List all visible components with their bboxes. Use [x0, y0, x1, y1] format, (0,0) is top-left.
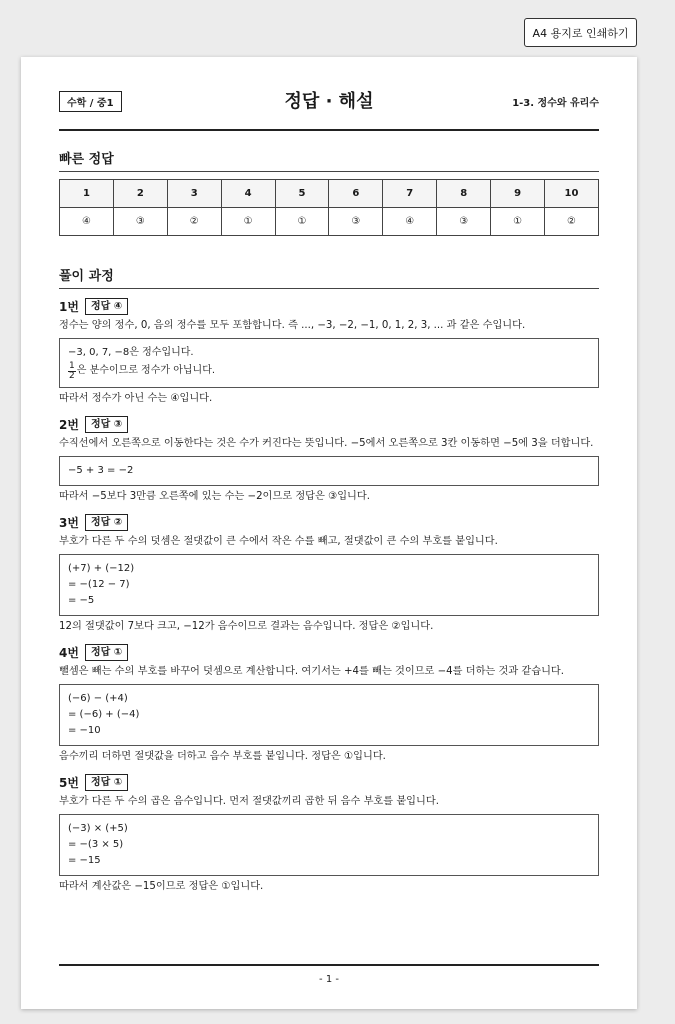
- problem-explanation: 부호가 다른 두 수의 덧셈은 절댓값이 큰 수에서 작은 수를 빼고, 절댓값이 큰 수의 부호를 붙입니다.: [59, 536, 498, 547]
- work-box: [59, 814, 599, 876]
- question-number: 4: [221, 180, 275, 208]
- problem-header: [59, 513, 599, 531]
- question-number: 8: [437, 180, 491, 208]
- answer-tag: 정답 ④: [85, 298, 128, 315]
- answer-cell: ②: [167, 208, 221, 236]
- work-line: = (−6) + (−4): [68, 709, 140, 720]
- answer-cell: ①: [491, 208, 545, 236]
- problem-5: [59, 773, 599, 895]
- print-a4-button[interactable]: A4 용지로 인쇄하기: [524, 18, 637, 47]
- problem-conclusion: 음수끼리 더하면 절댓값을 더하고 음수 부호를 붙입니다. 정답은 ①입니다.: [59, 751, 386, 762]
- answer-row: [60, 208, 599, 236]
- problem-header: [59, 773, 599, 791]
- problem-number: 2번: [59, 417, 79, 432]
- page-title: 정답 · 해설: [284, 91, 374, 112]
- answer-tag: 정답 ②: [85, 514, 128, 531]
- work-line: (+7) + (−12): [68, 563, 135, 574]
- problem-explanation: 뺄셈은 빼는 수의 부호를 바꾸어 덧셈으로 계산합니다. 여기서는 +4를 빼는 것이므로 −4를 더하는 것과 같습니다.: [59, 666, 565, 677]
- question-number: 6: [329, 180, 383, 208]
- problem-conclusion: 따라서 계산값은 −15이므로 정답은 ①입니다.: [59, 881, 264, 892]
- problem-explanation: 수직선에서 오른쪽으로 이동한다는 것은 수가 커진다는 뜻입니다. −5에서 오른쪽으로 3칸 이동하면 −5에 3을 더합니다.: [59, 438, 594, 449]
- problem-explanation: 정수는 양의 정수, 0, 음의 정수를 모두 포함합니다. 즉 ..., −3, −2, −1, 0, 1, 2, 3, ... 과 같은 수입니다.: [59, 320, 526, 331]
- work-line: −5 + 3 = −2: [68, 465, 134, 476]
- question-number: 9: [491, 180, 545, 208]
- work-text: 은 분수이므로 정수가 아닙니다.: [76, 365, 216, 376]
- answer-tag: 정답 ①: [85, 644, 128, 661]
- problem-3: [59, 513, 599, 635]
- problem-header: [59, 415, 599, 433]
- problem-header: [59, 297, 599, 315]
- question-number: 2: [113, 180, 167, 208]
- question-number-row: [60, 180, 599, 208]
- page-footer: [59, 964, 599, 985]
- answer-cell: ③: [329, 208, 383, 236]
- work-line: = −15: [68, 855, 101, 866]
- answer-tag: 정답 ③: [85, 416, 128, 433]
- work-box: [59, 338, 599, 388]
- problem-number: 5번: [59, 775, 79, 790]
- problem-header: [59, 643, 599, 661]
- answer-tag: 정답 ①: [85, 774, 128, 791]
- quick-answers-table: [59, 179, 599, 236]
- problem-number: 3번: [59, 515, 79, 530]
- question-number: 5: [275, 180, 329, 208]
- answer-cell: ④: [383, 208, 437, 236]
- problem-conclusion: 따라서 −5보다 3만큼 오른쪽에 있는 수는 −2이므로 정답은 ③입니다.: [59, 491, 370, 502]
- problem-conclusion: 12의 절댓값이 7보다 크고, −12가 음수이므로 결과는 음수입니다. 정답은 ②입니다.: [59, 621, 434, 632]
- problem-number: 4번: [59, 645, 79, 660]
- question-number: 3: [167, 180, 221, 208]
- work-line: [68, 361, 590, 381]
- subject-badge: 수학 / 중1: [59, 91, 122, 112]
- fraction-denominator: 2: [69, 370, 75, 381]
- work-box: [59, 554, 599, 616]
- answer-cell: ②: [545, 208, 599, 236]
- problem-conclusion: 따라서 정수가 아닌 수는 ④입니다.: [59, 393, 213, 404]
- work-box: [59, 684, 599, 746]
- fraction-numerator: 1: [69, 360, 75, 371]
- answer-cell: ③: [437, 208, 491, 236]
- work-line: = −10: [68, 725, 101, 736]
- work-box: [59, 456, 599, 486]
- page-header: [59, 57, 599, 131]
- quick-answers-heading: 빠른 정답: [59, 148, 599, 172]
- solution-heading: 풀이 과정: [59, 265, 599, 289]
- problem-2: [59, 415, 599, 505]
- problem-explanation: 부호가 다른 두 수의 곱은 음수입니다. 먼저 절댓값끼리 곱한 뒤 음수 부호를 붙입니다.: [59, 796, 439, 807]
- answer-cell: ③: [113, 208, 167, 236]
- answer-cell: ④: [60, 208, 114, 236]
- answer-cell: ①: [275, 208, 329, 236]
- unit-label: 1-3. 정수와 유리수: [512, 98, 599, 109]
- page-number: - 1 -: [319, 974, 339, 985]
- work-line: −3, 0, 7, −8은 정수입니다.: [68, 347, 194, 358]
- problem-4: [59, 643, 599, 765]
- work-line: (−6) − (+4): [68, 693, 128, 704]
- question-number: 10: [545, 180, 599, 208]
- work-line: = −(3 × 5): [68, 839, 124, 850]
- work-line: (−3) × (+5): [68, 823, 128, 834]
- problem-1: [59, 297, 599, 407]
- answer-sheet-page: [21, 57, 637, 1009]
- work-line: = −(12 − 7): [68, 579, 130, 590]
- problem-number: 1번: [59, 299, 79, 314]
- question-number: 1: [60, 180, 114, 208]
- question-number: 7: [383, 180, 437, 208]
- work-line: = −5: [68, 595, 95, 606]
- answer-cell: ①: [221, 208, 275, 236]
- fraction: [68, 362, 76, 381]
